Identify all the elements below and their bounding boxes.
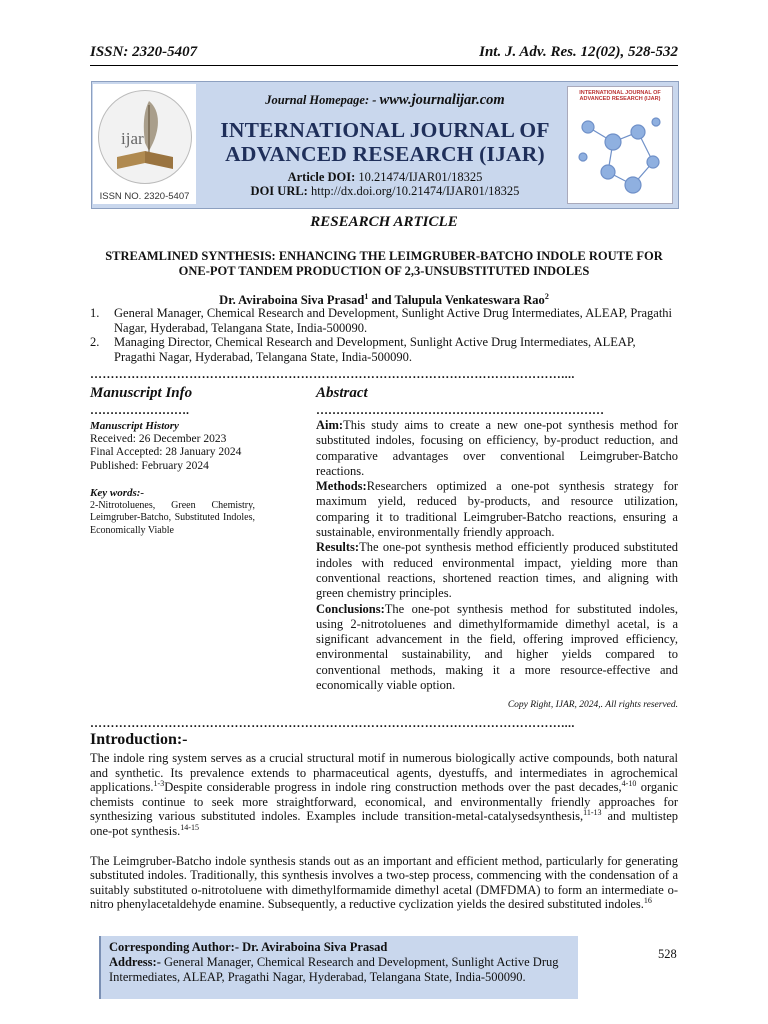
intro-p1-b: Despite considerable progress in indole ring construction methods over the past decades, xyxy=(164,780,622,795)
intro-p1-d: and multistep one-pot synthesis. xyxy=(90,809,678,838)
manuscript-info-heading: Manuscript Info xyxy=(90,385,193,401)
issn-header: ISSN: 2320-5407 xyxy=(90,44,198,60)
affiliation-item xyxy=(90,306,678,335)
abstract-heading-block xyxy=(316,385,678,418)
paper-title-line2: ONE-POT TANDEM PRODUCTION OF 2,3-UNSUBSTITUTED INDOLES xyxy=(178,263,590,278)
affiliation-text: Managing Director, Chemical Research and Development, Sunlight Active Drug Intermediates, ALEAP, Pragathi Nagar, Hyderabad, Telangana State, India-500090. xyxy=(114,335,636,364)
methods-label: Methods: xyxy=(316,479,367,494)
corresponding-author-box xyxy=(99,936,578,999)
abstract-body xyxy=(316,418,678,693)
manuscript-dots: ……………………. xyxy=(90,403,189,417)
corresponding-label: Corresponding Author:- xyxy=(109,940,239,954)
article-doi-label: Article DOI: xyxy=(287,170,356,184)
article-type: RESEARCH ARTICLE xyxy=(310,214,458,230)
introduction-body xyxy=(90,751,678,912)
paper-title xyxy=(90,249,678,278)
affiliation-text: General Manager, Chemical Research and Development, Sunlight Active Drug Intermediates, ALEAP, Pragathi Nagar, Hyderabad, Telangana State, India-500090. xyxy=(114,306,673,335)
intro-paragraph-2 xyxy=(90,854,678,912)
logo-text: ijar xyxy=(121,129,144,148)
doi-block xyxy=(200,170,570,198)
homepage-link[interactable]: www.journalijar.com xyxy=(379,92,505,108)
citation-header: Int. J. Adv. Res. 12(02), 528-532 xyxy=(479,44,678,60)
author-1-affil: 1 xyxy=(364,291,369,301)
manuscript-info xyxy=(90,385,290,537)
corresponding-author xyxy=(109,940,570,955)
introduction-heading: Introduction:- xyxy=(90,731,188,748)
journal-cover-image xyxy=(567,86,673,204)
received-date: Received: 26 December 2023 xyxy=(90,432,227,445)
intro-paragraph-1 xyxy=(90,751,678,839)
page-number: 528 xyxy=(658,947,677,961)
abstract-dots: ……………………………………………………………… xyxy=(316,403,604,417)
journal-logo xyxy=(93,84,196,204)
history-label: Manuscript History xyxy=(90,420,179,432)
author-conjunction: and xyxy=(371,293,392,307)
corresponding-address xyxy=(109,955,570,985)
address-text: General Manager, Chemical Research and Development, Sunlight Active Drug Intermediates, ALEAP, Pragathi Nagar, Hyderabad, Telangana State, India-500090. xyxy=(109,955,559,984)
doi-url-link[interactable]: http://dx.doi.org/10.21474/IJAR01/18325 xyxy=(310,184,520,198)
abstract-methods xyxy=(316,479,678,540)
author-2-affil: 2 xyxy=(544,291,549,301)
copyright-notice: Copy Right, IJAR, 2024,. All rights reserved. xyxy=(507,700,678,710)
journal-title-line2: ADVANCED RESEARCH (IJAR) xyxy=(225,142,545,166)
keywords: 2-Nitrotoluenes, Green Chemistry, Leimgruber-Batcho, Substituted Indoles, Economically Viable xyxy=(90,499,255,536)
affiliation-item xyxy=(90,335,678,364)
affiliations xyxy=(90,306,678,364)
intro-p2: The Leimgruber-Batcho indole synthesis stands out as an important and efficient method, particularly for generating substituted indoles. Traditionally, this synthesis involves a two-step process, commencing with the condensation of a suitably substituted o-nitrotoluene with dimethylformamide dimethyl acetal (DMFDMA) to form an intermediate o-nitro phenylacetaldehyde enamine. Subsequently, a reductive cyclization yields the desired substituted indoles. xyxy=(90,853,678,912)
citation-ref[interactable]: 1-3 xyxy=(153,779,165,789)
homepage-label: Journal Homepage: - xyxy=(265,93,377,107)
abstract-conclusions xyxy=(316,602,678,694)
affiliation-number: 2. xyxy=(90,335,100,350)
corresponding-name: Dr. Aviraboina Siva Prasad xyxy=(242,940,388,954)
journal-homepage xyxy=(200,92,570,109)
abstract-heading: Abstract xyxy=(316,385,368,401)
methods-text: Researchers optimized a one-pot synthesis strategy for maximum yield, reduced by-products, and resource utilization, comparing it to traditional Leimgruber-Batcho reactions, ensuring a sustainable, environmentally friendly approach. xyxy=(316,479,678,540)
logo-issn: ISSN NO. 2320-5407 xyxy=(99,191,190,202)
abstract-results xyxy=(316,540,678,601)
affiliation-number: 1. xyxy=(90,306,100,320)
quill-book-icon xyxy=(99,91,191,183)
paper-title-line1: STREAMLINED SYNTHESIS: ENHANCING THE LEIMGRUBER-BATCHO INDOLE ROUTE FOR xyxy=(105,249,663,263)
citation-ref[interactable]: 14-15 xyxy=(180,822,199,832)
results-text: The one-pot synthesis method efficiently produced substituted indoles with reduced environmental impact, yielding more than conventional reactions, shortened reaction times, and aligning with green chemistry principles. xyxy=(316,540,678,601)
accepted-date: Final Accepted: 28 January 2024 xyxy=(90,446,242,459)
keywords-label: Key words:- xyxy=(90,487,145,500)
citation-ref[interactable]: 16 xyxy=(643,896,652,906)
journal-title xyxy=(200,118,570,166)
author-1: Dr. Aviraboina Siva Prasad xyxy=(219,293,365,307)
citation-ref[interactable]: 4-10 xyxy=(621,779,637,789)
header-rule xyxy=(90,65,678,66)
molecule-cover-icon xyxy=(568,87,672,203)
journal-title-line1: INTERNATIONAL JOURNAL OF xyxy=(220,118,550,142)
aim-text: This study aims to create a new one-pot synthesis method for substituted indoles, focusing on efficiency, by-product reduction, and comparative advantages over conventional Leimgruber-Batcho reactions. xyxy=(316,418,678,478)
published-date: Published: February 2024 xyxy=(90,459,209,472)
aim-label: Aim: xyxy=(316,418,344,432)
doi-url-label: DOI URL: xyxy=(250,184,308,198)
address-label: Address:- xyxy=(109,955,161,969)
intro-p1-a: The indole ring system serves as a crucial structural motif in numerous biologically active compounds, both natural and synthetic. Its prevalence extends to pharmaceutical agents, dyestuffs, and intermediates in agrochemical applications. xyxy=(90,751,678,795)
citation-ref[interactable]: 11-13 xyxy=(583,808,602,818)
separator-top: …………………………………………………………………………………………………….... xyxy=(90,367,575,381)
intro-p1-c: organic chemists continue to seek more straightforward, economical, and environmentally friendly approaches for synthesizing various substituted indoles. Examples include transition-metal-catalysedsynthesis, xyxy=(90,780,678,824)
conclusions-label: Conclusions: xyxy=(316,601,385,616)
abstract-aim xyxy=(316,418,678,479)
author-2: Talupula Venkateswara Rao xyxy=(394,293,545,307)
results-label: Results: xyxy=(316,540,360,555)
logo-emblem xyxy=(98,90,192,184)
cover-title: INTERNATIONAL JOURNAL OF ADVANCED RESEARCH (IJAR) xyxy=(579,90,661,102)
separator-bottom: …………………………………………………………………………………………………….... xyxy=(90,716,575,730)
article-doi: 10.21474/IJAR01/18325 xyxy=(358,170,483,184)
conclusions-text: The one-pot synthesis method for substituted indoles, using 2-nitrotoluenes and dimethylformamide dimethyl acetal, is a significant advancement in the field, offering improved efficiency, environmental sustainability, and higher yields compared to conventional methods, making it a more resource-effective and economically viable option. xyxy=(316,601,678,693)
